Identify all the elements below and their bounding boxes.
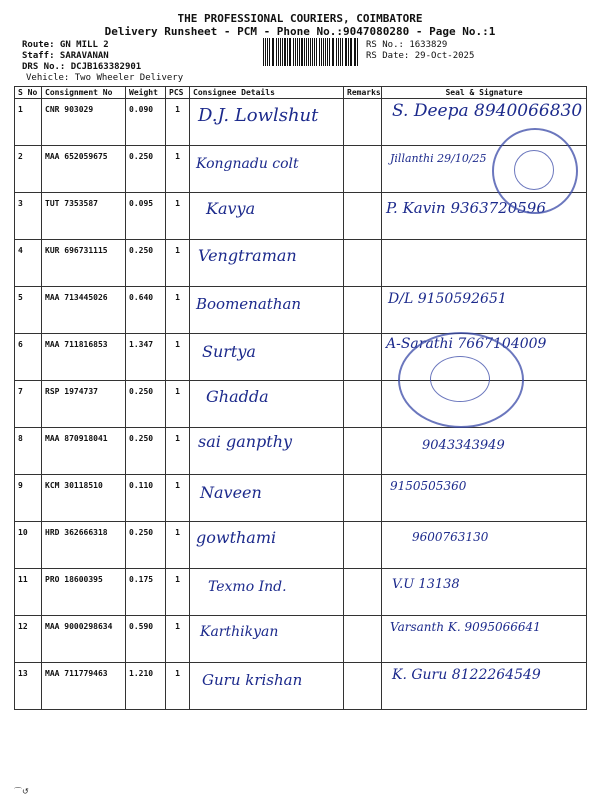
- barcode-bar: [280, 38, 281, 66]
- cell-signature: [382, 522, 587, 569]
- col-header-remarks: Remarks: [344, 87, 382, 99]
- table-row: [15, 569, 587, 616]
- route-label: Route: GN MILL 2: [22, 40, 109, 50]
- handwritten-signature: 9150505360: [390, 479, 467, 493]
- cell-consignment: MAA 711779463: [42, 663, 126, 710]
- table-row: [15, 475, 587, 522]
- col-header-pcs: PCS: [166, 87, 190, 99]
- barcode-bar: [269, 38, 270, 66]
- cell-consignment: KCM 30118510: [42, 475, 126, 522]
- handwritten-consignee: Kavya: [206, 199, 256, 218]
- cell-sno: 13: [15, 663, 42, 710]
- table-row: [15, 522, 587, 569]
- barcode-bar: [304, 38, 305, 66]
- cell-consignment: HRD 362666318: [42, 522, 126, 569]
- drs-number: DRS No.: DCJB163382901: [22, 62, 142, 72]
- handwritten-signature: V.U 13138: [392, 577, 460, 592]
- handwritten-consignee: sai ganpthy: [198, 432, 293, 451]
- cell-pcs: 1: [166, 334, 190, 381]
- cell-sno: 10: [15, 522, 42, 569]
- company-title: THE PROFESSIONAL COURIERS, COIMBATORE: [177, 12, 423, 25]
- cell-weight: 0.250: [126, 381, 166, 428]
- cell-weight: 0.095: [126, 193, 166, 240]
- cell-consignee: [190, 334, 344, 381]
- cell-consignee: [190, 616, 344, 663]
- cell-pcs: 1: [166, 146, 190, 193]
- cell-sno: 8: [15, 428, 42, 475]
- cell-consignee: [190, 193, 344, 240]
- handwritten-consignee: Karthikyan: [200, 624, 279, 640]
- runsheet-subtitle: Delivery Runsheet - PCM - Phone No.:9047080280 - Page No.:1: [104, 25, 496, 38]
- cell-remarks: [344, 146, 382, 193]
- barcode-bar: [329, 38, 330, 66]
- staff-label: Staff: SARAVANAN: [22, 51, 109, 61]
- cell-remarks: [344, 663, 382, 710]
- barcode-bar: [316, 38, 317, 66]
- cell-consignment: MAA 870918041: [42, 428, 126, 475]
- barcode-bar: [273, 38, 274, 66]
- cell-weight: 0.250: [126, 522, 166, 569]
- handwritten-signature: S. Deepa 8940066830: [392, 101, 583, 121]
- cell-weight: 0.250: [126, 428, 166, 475]
- cell-sno: 9: [15, 475, 42, 522]
- cell-pcs: 1: [166, 616, 190, 663]
- col-header-sno: S No: [15, 87, 42, 99]
- barcode-bar: [348, 38, 349, 66]
- handwritten-signature: D/L 9150592651: [388, 291, 507, 307]
- cell-consignee: [190, 569, 344, 616]
- cell-consignment: MAA 652059675: [42, 146, 126, 193]
- col-header-consignee: Consignee Details: [190, 87, 344, 99]
- barcode-bar: [290, 38, 291, 66]
- cell-pcs: 1: [166, 428, 190, 475]
- cell-pcs: 1: [166, 663, 190, 710]
- cell-consignment: MAA 9000298634: [42, 616, 126, 663]
- cell-signature: [382, 287, 587, 334]
- cell-sno: 4: [15, 240, 42, 287]
- handwritten-signature: 9600763130: [412, 530, 489, 544]
- handwritten-signature: A-Sarathi 7667104009: [386, 336, 547, 352]
- cell-weight: 0.250: [126, 146, 166, 193]
- cell-remarks: [344, 616, 382, 663]
- cell-signature: [382, 569, 587, 616]
- col-header-consignment: Consignment No: [42, 87, 126, 99]
- cell-signature: [382, 663, 587, 710]
- cell-signature: [382, 616, 587, 663]
- cell-remarks: [344, 99, 382, 146]
- corner-mark: ⌒↺: [14, 787, 29, 796]
- handwritten-consignee: Ghadda: [206, 387, 269, 406]
- company-round-stamp: [398, 332, 524, 428]
- handwritten-consignee: Guru krishan: [202, 671, 303, 689]
- cell-consignment: CNR 903029: [42, 99, 126, 146]
- cell-signature: [382, 428, 587, 475]
- table-row: [15, 663, 587, 710]
- barcode-bar: [357, 38, 358, 66]
- table-header-row: [15, 87, 587, 99]
- cell-consignment: KUR 696731115: [42, 240, 126, 287]
- cell-sno: 7: [15, 381, 42, 428]
- col-header-seal-signature: Seal & Signature: [382, 87, 587, 99]
- barcode-bar: [321, 38, 322, 66]
- cell-consignee: [190, 99, 344, 146]
- handwritten-signature: P. Kavin 9363720596: [386, 199, 546, 217]
- cell-consignee: [190, 287, 344, 334]
- table-row: [15, 287, 587, 334]
- handwritten-consignee: D.J. Lowlshut: [198, 105, 319, 126]
- rs-date: RS Date: 29-Oct-2025: [366, 51, 475, 61]
- cell-pcs: 1: [166, 99, 190, 146]
- handwritten-signature: Varsanth K. 9095066641: [390, 620, 541, 634]
- table-row: [15, 428, 587, 475]
- cell-pcs: 1: [166, 569, 190, 616]
- drs-barcode: [263, 38, 359, 66]
- cell-remarks: [344, 569, 382, 616]
- cell-consignee: [190, 663, 344, 710]
- cell-pcs: 1: [166, 193, 190, 240]
- barcode-bar: [350, 38, 351, 66]
- cell-remarks: [344, 381, 382, 428]
- table-row: [15, 193, 587, 240]
- barcode-bar: [301, 38, 302, 66]
- handwritten-signature: 9043343949: [422, 438, 505, 453]
- cell-consignment: MAA 713445026: [42, 287, 126, 334]
- cell-consignee: [190, 428, 344, 475]
- cell-weight: 0.110: [126, 475, 166, 522]
- handwritten-consignee: Boomenathan: [196, 295, 302, 313]
- cell-sno: 2: [15, 146, 42, 193]
- cell-sno: 6: [15, 334, 42, 381]
- cell-sno: 3: [15, 193, 42, 240]
- cell-weight: 0.590: [126, 616, 166, 663]
- table-row: [15, 240, 587, 287]
- cell-consignee: [190, 475, 344, 522]
- table-row: [15, 616, 587, 663]
- handwritten-consignee: Kongnadu colt: [196, 156, 299, 172]
- cell-consignee: [190, 240, 344, 287]
- table-row: [15, 99, 587, 146]
- cell-pcs: 1: [166, 475, 190, 522]
- handwritten-signature: K. Guru 8122264549: [392, 667, 541, 683]
- cell-consignment: RSP 1974737: [42, 381, 126, 428]
- cell-weight: 0.090: [126, 99, 166, 146]
- cell-remarks: [344, 475, 382, 522]
- rs-number: RS No.: 1633829: [366, 40, 448, 50]
- cell-consignment: MAA 711816853: [42, 334, 126, 381]
- cell-consignment: PRO 18600395: [42, 569, 126, 616]
- cell-weight: 0.175: [126, 569, 166, 616]
- handwritten-consignee: Vengtraman: [198, 246, 297, 265]
- cell-weight: 0.640: [126, 287, 166, 334]
- barcode-bar: [263, 38, 264, 66]
- cell-remarks: [344, 240, 382, 287]
- cell-remarks: [344, 334, 382, 381]
- vehicle-label: Vehicle: Two Wheeler Delivery: [26, 73, 184, 83]
- col-header-weight: Weight: [126, 87, 166, 99]
- cell-pcs: 1: [166, 381, 190, 428]
- handwritten-consignee: gowthami: [196, 528, 277, 547]
- college-stamp: [492, 128, 578, 214]
- barcode-bar: [327, 38, 328, 66]
- cell-sno: 5: [15, 287, 42, 334]
- cell-sno: 11: [15, 569, 42, 616]
- handwritten-consignee: Surtya: [202, 342, 256, 361]
- cell-weight: 1.347: [126, 334, 166, 381]
- handwritten-consignee: Naveen: [200, 483, 262, 502]
- cell-remarks: [344, 522, 382, 569]
- cell-signature: [382, 475, 587, 522]
- cell-pcs: 1: [166, 287, 190, 334]
- cell-weight: 0.250: [126, 240, 166, 287]
- barcode-bar: [336, 38, 337, 66]
- cell-sno: 12: [15, 616, 42, 663]
- barcode-bar: [284, 38, 285, 66]
- cell-weight: 1.210: [126, 663, 166, 710]
- cell-consignee: [190, 146, 344, 193]
- barcode-bar: [293, 38, 294, 66]
- cell-remarks: [344, 193, 382, 240]
- cell-pcs: 1: [166, 522, 190, 569]
- handwritten-signature: Jillanthi 29/10/25: [390, 152, 487, 165]
- barcode-bar: [310, 38, 311, 66]
- cell-remarks: [344, 428, 382, 475]
- cell-pcs: 1: [166, 240, 190, 287]
- cell-consignee: [190, 522, 344, 569]
- cell-consignee: [190, 381, 344, 428]
- cell-sno: 1: [15, 99, 42, 146]
- barcode-bar: [340, 38, 341, 66]
- handwritten-consignee: Texmo Ind.: [208, 579, 287, 595]
- cell-signature: [382, 240, 587, 287]
- cell-remarks: [344, 287, 382, 334]
- cell-consignment: TUT 7353587: [42, 193, 126, 240]
